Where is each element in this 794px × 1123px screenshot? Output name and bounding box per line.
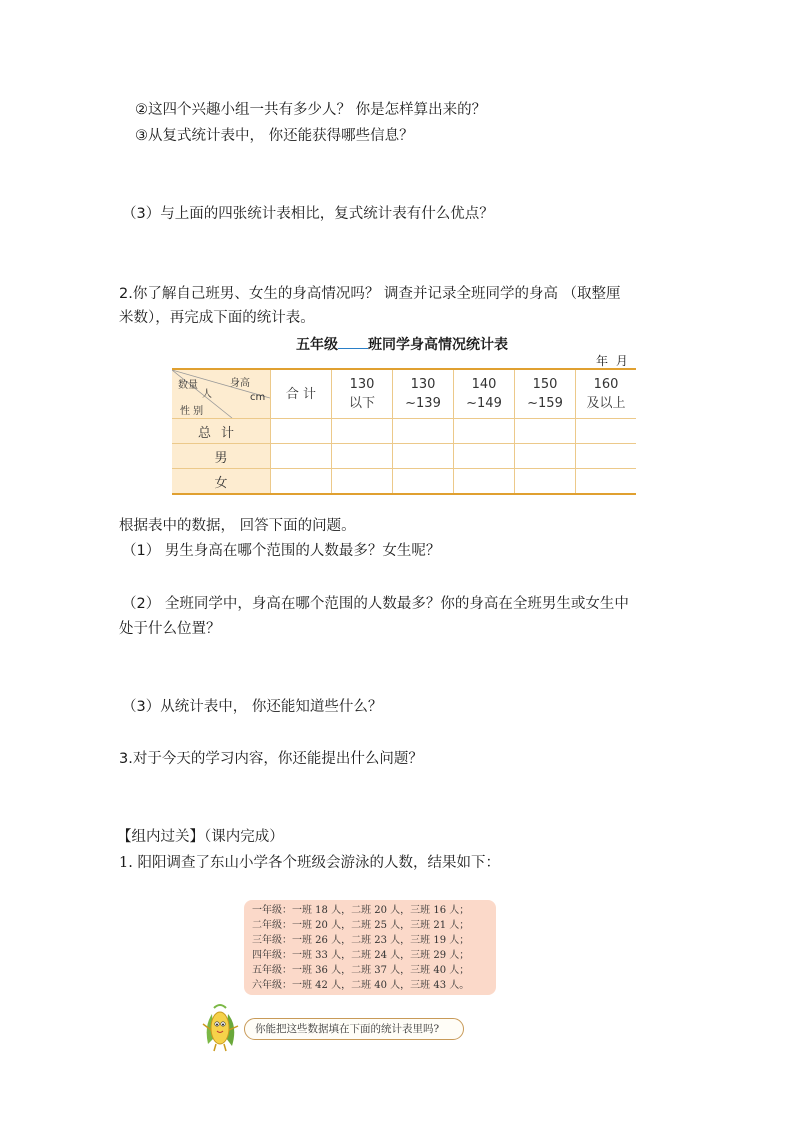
corner-label-height: 身高 — [230, 378, 250, 389]
analysis-question-1: （1） 男生身高在哪个范围的人数最多？女生呢？ — [122, 543, 441, 559]
blank-cell[interactable] — [393, 469, 454, 495]
header-range-bottom: ~149 — [466, 396, 502, 411]
blank-cell[interactable] — [393, 444, 454, 469]
table-header-row — [172, 369, 636, 419]
header-range — [515, 369, 576, 419]
header-range-top: 130 — [410, 377, 436, 392]
blank-cell[interactable] — [454, 469, 515, 495]
header-range-bottom: 及以上 — [586, 396, 626, 411]
header-range-top: 160 — [593, 377, 619, 392]
analysis-question-3: （3）从统计表中， 你还能知道些什么？ — [122, 699, 383, 715]
blank-cell[interactable] — [271, 419, 332, 444]
blank-cell[interactable] — [332, 444, 393, 469]
header-range-top: 130 — [349, 377, 375, 392]
header-range-top: 140 — [471, 377, 497, 392]
header-range-bottom: ~139 — [405, 396, 441, 411]
swim-data-line: 二年级：一班 20 人，二班 25 人，三班 21 人； — [252, 920, 470, 931]
corner-label-cm: cm — [250, 392, 266, 403]
table-row — [172, 419, 636, 444]
table-title-suffix: 班同学身高情况统计表 — [368, 337, 508, 353]
task-3: 3.对于今天的学习内容，你还能提出什么问题？ — [119, 751, 423, 767]
blank-cell[interactable] — [515, 419, 576, 444]
corner-label-quantity: 数量 — [178, 380, 198, 391]
blank-cell[interactable] — [454, 444, 515, 469]
group-section-heading: 【组内过关】（课内完成） — [117, 829, 284, 845]
analysis-question-2-line-1: （2） 全班同学中，身高在哪个范围的人数最多？你的身高在全班男生或女生中 — [122, 596, 629, 612]
class-number-blank[interactable] — [338, 336, 368, 349]
header-total — [271, 369, 332, 419]
blank-cell[interactable] — [332, 419, 393, 444]
task-2-line-1: 2.你了解自己班男、女生的身高情况吗？ 调查并记录全班同学的身高 （取整厘 — [119, 286, 621, 302]
blank-cell[interactable] — [454, 419, 515, 444]
swim-data-box — [244, 900, 496, 995]
table-row — [172, 444, 636, 469]
header-total-label: 合 计 — [285, 386, 317, 402]
row-label-total: 总计 — [172, 419, 271, 444]
swim-data-line: 一年级：一班 18 人，二班 20 人，三班 16 人； — [252, 905, 470, 916]
swim-data-line: 五年级：一班 36 人，二班 37 人，三班 40 人； — [252, 965, 470, 976]
speech-bubble: 你能把这些数据填在下面的统计表里吗? — [244, 1018, 464, 1040]
header-range — [454, 369, 515, 419]
row-label-male: 男 — [172, 444, 271, 469]
analysis-question-2-line-2: 处于什么位置？ — [119, 621, 221, 637]
blank-cell[interactable] — [576, 444, 637, 469]
blank-cell[interactable] — [271, 444, 332, 469]
height-statistics-table — [172, 368, 636, 495]
table-date: 年 月 — [596, 354, 630, 368]
group-task-1: 1. 阳阳调查了东山小学各个班级会游泳的人数，结果如下： — [119, 855, 500, 871]
header-range — [393, 369, 454, 419]
sub-question-3: （3）与上面的四张统计表相比，复式统计表有什么优点？ — [122, 206, 494, 222]
blank-cell[interactable] — [393, 419, 454, 444]
corner-label-person: 人 — [202, 389, 212, 400]
blank-cell[interactable] — [576, 469, 637, 495]
blank-cell[interactable] — [515, 444, 576, 469]
header-range-bottom: 以下 — [348, 396, 375, 411]
corner-label-gender: 性 别 — [180, 406, 204, 417]
blank-cell[interactable] — [271, 469, 332, 495]
blank-cell[interactable] — [515, 469, 576, 495]
question-2: ②这四个兴趣小组一共有多少人？ 你是怎样算出来的？ — [135, 102, 487, 118]
header-range — [576, 369, 637, 419]
blank-cell[interactable] — [332, 469, 393, 495]
corn-mascot-icon — [198, 1004, 244, 1052]
table-title-prefix: 五年级 — [296, 337, 338, 353]
header-range — [332, 369, 393, 419]
swim-data-line: 六年级：一班 42 人，二班 40 人，三班 43 人。 — [252, 980, 470, 991]
table-corner-cell — [172, 369, 271, 419]
analysis-intro: 根据表中的数据， 回答下面的问题。 — [119, 518, 356, 534]
swim-data-line: 四年级：一班 33 人，二班 24 人，三班 29 人； — [252, 950, 470, 961]
header-range-top: 150 — [532, 377, 558, 392]
table-row — [172, 469, 636, 495]
table-title — [296, 334, 508, 354]
row-label-female: 女 — [172, 469, 271, 495]
swim-data-line: 三年级：一班 26 人，二班 23 人，三班 19 人； — [252, 935, 470, 946]
blank-cell[interactable] — [576, 419, 637, 444]
question-3: ③从复式统计表中， 你还能获得哪些信息？ — [135, 128, 414, 144]
task-2-line-2: 米数），再完成下面的统计表。 — [119, 310, 315, 326]
header-range-bottom: ~159 — [527, 396, 563, 411]
